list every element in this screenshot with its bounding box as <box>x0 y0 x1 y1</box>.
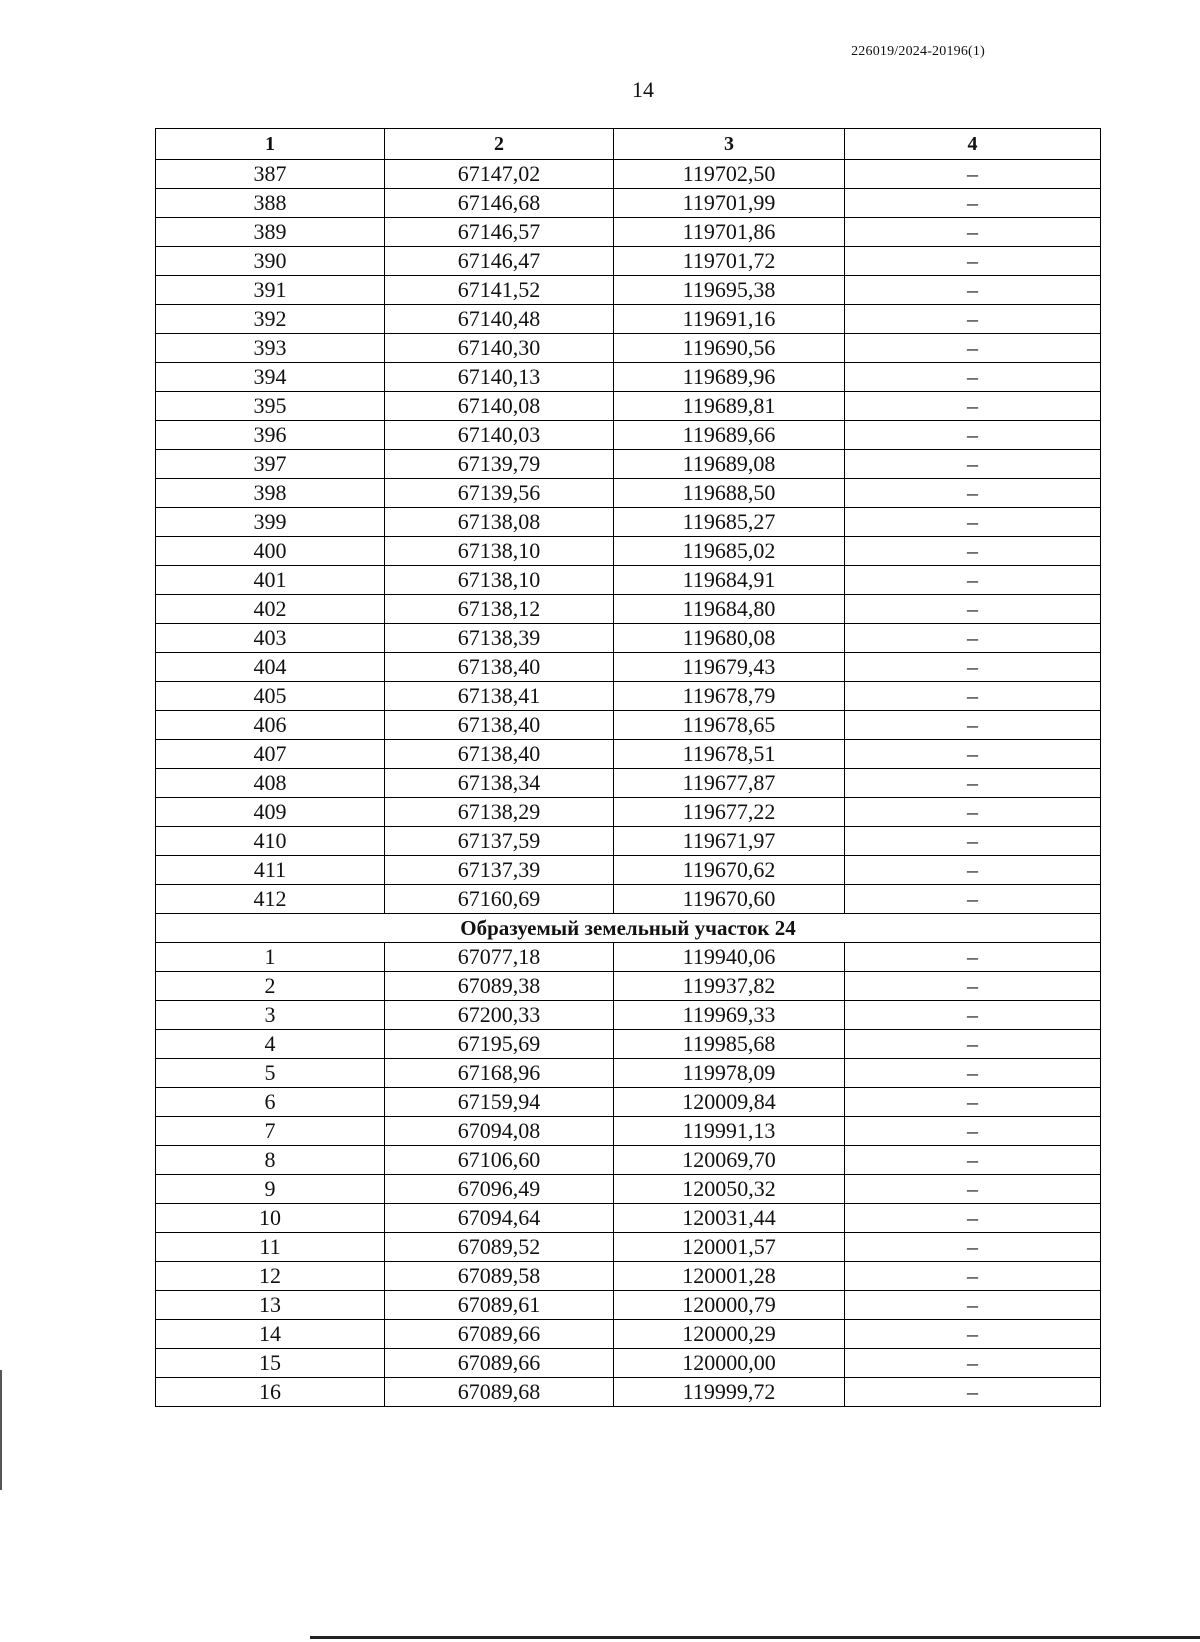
note-cell: – <box>845 1204 1101 1233</box>
table-row <box>156 1146 1101 1175</box>
x-coordinate-cell: 67089,52 <box>385 1233 614 1262</box>
table-row <box>156 624 1101 653</box>
note-cell: – <box>845 363 1101 392</box>
table-row <box>156 1320 1101 1349</box>
y-coordinate-cell: 119701,72 <box>614 247 845 276</box>
x-coordinate-cell: 67137,59 <box>385 827 614 856</box>
table-row <box>156 305 1101 334</box>
x-coordinate-cell: 67138,12 <box>385 595 614 624</box>
table-row <box>156 1175 1101 1204</box>
point-number-cell: 388 <box>156 189 385 218</box>
x-coordinate-cell: 67160,69 <box>385 885 614 914</box>
column-header: 3 <box>614 129 845 160</box>
x-coordinate-cell: 67159,94 <box>385 1088 614 1117</box>
y-coordinate-cell: 119985,68 <box>614 1030 845 1059</box>
x-coordinate-cell: 67138,40 <box>385 653 614 682</box>
point-number-cell: 1 <box>156 943 385 972</box>
point-number-cell: 12 <box>156 1262 385 1291</box>
point-number-cell: 402 <box>156 595 385 624</box>
table-row <box>156 160 1101 189</box>
y-coordinate-cell: 120000,79 <box>614 1291 845 1320</box>
note-cell: – <box>845 798 1101 827</box>
table-row <box>156 1117 1101 1146</box>
point-number-cell: 409 <box>156 798 385 827</box>
point-number-cell: 390 <box>156 247 385 276</box>
x-coordinate-cell: 67089,58 <box>385 1262 614 1291</box>
note-cell: – <box>845 189 1101 218</box>
x-coordinate-cell: 67089,68 <box>385 1378 614 1407</box>
y-coordinate-cell: 120000,29 <box>614 1320 845 1349</box>
table-row <box>156 769 1101 798</box>
note-cell: – <box>845 943 1101 972</box>
y-coordinate-cell: 119937,82 <box>614 972 845 1001</box>
left-scan-edge <box>0 1370 2 1490</box>
note-cell: – <box>845 885 1101 914</box>
table-row <box>156 276 1101 305</box>
column-header: 4 <box>845 129 1101 160</box>
note-cell: – <box>845 566 1101 595</box>
y-coordinate-cell: 119685,02 <box>614 537 845 566</box>
note-cell: – <box>845 1117 1101 1146</box>
table-row <box>156 218 1101 247</box>
point-number-cell: 412 <box>156 885 385 914</box>
note-cell: – <box>845 1175 1101 1204</box>
y-coordinate-cell: 119695,38 <box>614 276 845 305</box>
point-number-cell: 397 <box>156 450 385 479</box>
point-number-cell: 403 <box>156 624 385 653</box>
note-cell: – <box>845 508 1101 537</box>
note-cell: – <box>845 769 1101 798</box>
point-number-cell: 9 <box>156 1175 385 1204</box>
point-number-cell: 4 <box>156 1030 385 1059</box>
note-cell: – <box>845 334 1101 363</box>
y-coordinate-cell: 119991,13 <box>614 1117 845 1146</box>
x-coordinate-cell: 67094,64 <box>385 1204 614 1233</box>
table-row <box>156 363 1101 392</box>
table-row <box>156 1291 1101 1320</box>
x-coordinate-cell: 67140,13 <box>385 363 614 392</box>
y-coordinate-cell: 119978,09 <box>614 1059 845 1088</box>
point-number-cell: 7 <box>156 1117 385 1146</box>
y-coordinate-cell: 120069,70 <box>614 1146 845 1175</box>
note-cell: – <box>845 711 1101 740</box>
note-cell: – <box>845 624 1101 653</box>
note-cell: – <box>845 1320 1101 1349</box>
x-coordinate-cell: 67138,40 <box>385 740 614 769</box>
y-coordinate-cell: 119684,80 <box>614 595 845 624</box>
point-number-cell: 405 <box>156 682 385 711</box>
note-cell: – <box>845 653 1101 682</box>
y-coordinate-cell: 119701,99 <box>614 189 845 218</box>
y-coordinate-cell: 119688,50 <box>614 479 845 508</box>
point-number-cell: 408 <box>156 769 385 798</box>
x-coordinate-cell: 67140,48 <box>385 305 614 334</box>
point-number-cell: 394 <box>156 363 385 392</box>
table-row <box>156 1088 1101 1117</box>
note-cell: – <box>845 1291 1101 1320</box>
x-coordinate-cell: 67106,60 <box>385 1146 614 1175</box>
y-coordinate-cell: 119678,51 <box>614 740 845 769</box>
note-cell: – <box>845 682 1101 711</box>
column-header: 2 <box>385 129 614 160</box>
point-number-cell: 393 <box>156 334 385 363</box>
x-coordinate-cell: 67138,40 <box>385 711 614 740</box>
table-row <box>156 247 1101 276</box>
table-row <box>156 189 1101 218</box>
x-coordinate-cell: 67141,52 <box>385 276 614 305</box>
x-coordinate-cell: 67138,08 <box>385 508 614 537</box>
table-row <box>156 566 1101 595</box>
table-row <box>156 711 1101 740</box>
table-row <box>156 479 1101 508</box>
table-row <box>156 682 1101 711</box>
y-coordinate-cell: 119678,79 <box>614 682 845 711</box>
bottom-scan-rule <box>310 1636 1200 1639</box>
point-number-cell: 411 <box>156 856 385 885</box>
point-number-cell: 398 <box>156 479 385 508</box>
table-row <box>156 885 1101 914</box>
table-row <box>156 653 1101 682</box>
x-coordinate-cell: 67138,39 <box>385 624 614 653</box>
coordinates-table <box>155 128 1101 1407</box>
note-cell: – <box>845 276 1101 305</box>
point-number-cell: 14 <box>156 1320 385 1349</box>
y-coordinate-cell: 119969,33 <box>614 1001 845 1030</box>
table-row <box>156 943 1101 972</box>
table-row <box>156 508 1101 537</box>
section-header <box>156 914 1101 943</box>
point-number-cell: 406 <box>156 711 385 740</box>
x-coordinate-cell: 67138,34 <box>385 769 614 798</box>
point-number-cell: 6 <box>156 1088 385 1117</box>
point-number-cell: 410 <box>156 827 385 856</box>
y-coordinate-cell: 119702,50 <box>614 160 845 189</box>
note-cell: – <box>845 1001 1101 1030</box>
x-coordinate-cell: 67146,57 <box>385 218 614 247</box>
y-coordinate-cell: 119670,62 <box>614 856 845 885</box>
x-coordinate-cell: 67146,68 <box>385 189 614 218</box>
x-coordinate-cell: 67094,08 <box>385 1117 614 1146</box>
note-cell: – <box>845 972 1101 1001</box>
point-number-cell: 407 <box>156 740 385 769</box>
note-cell: – <box>845 827 1101 856</box>
y-coordinate-cell: 119689,96 <box>614 363 845 392</box>
note-cell: – <box>845 1059 1101 1088</box>
y-coordinate-cell: 119671,97 <box>614 827 845 856</box>
note-cell: – <box>845 421 1101 450</box>
table-row <box>156 856 1101 885</box>
note-cell: – <box>845 305 1101 334</box>
table-row <box>156 450 1101 479</box>
x-coordinate-cell: 67096,49 <box>385 1175 614 1204</box>
table-row <box>156 392 1101 421</box>
x-coordinate-cell: 67138,41 <box>385 682 614 711</box>
table-row <box>156 421 1101 450</box>
note-cell: – <box>845 1030 1101 1059</box>
table-body-top <box>156 160 1101 914</box>
x-coordinate-cell: 67140,03 <box>385 421 614 450</box>
x-coordinate-cell: 67146,47 <box>385 247 614 276</box>
note-cell: – <box>845 450 1101 479</box>
note-cell: – <box>845 740 1101 769</box>
x-coordinate-cell: 67139,79 <box>385 450 614 479</box>
point-number-cell: 401 <box>156 566 385 595</box>
note-cell: – <box>845 1233 1101 1262</box>
point-number-cell: 391 <box>156 276 385 305</box>
point-number-cell: 395 <box>156 392 385 421</box>
table-row <box>156 1349 1101 1378</box>
y-coordinate-cell: 119999,72 <box>614 1378 845 1407</box>
note-cell: – <box>845 247 1101 276</box>
y-coordinate-cell: 119689,81 <box>614 392 845 421</box>
note-cell: – <box>845 1146 1101 1175</box>
note-cell: – <box>845 1378 1101 1407</box>
x-coordinate-cell: 67195,69 <box>385 1030 614 1059</box>
note-cell: – <box>845 1262 1101 1291</box>
x-coordinate-cell: 67147,02 <box>385 160 614 189</box>
x-coordinate-cell: 67200,33 <box>385 1001 614 1030</box>
note-cell: – <box>845 479 1101 508</box>
y-coordinate-cell: 120050,32 <box>614 1175 845 1204</box>
x-coordinate-cell: 67089,66 <box>385 1320 614 1349</box>
table-row <box>156 1262 1101 1291</box>
x-coordinate-cell: 67089,61 <box>385 1291 614 1320</box>
note-cell: – <box>845 537 1101 566</box>
x-coordinate-cell: 67138,10 <box>385 566 614 595</box>
y-coordinate-cell: 119670,60 <box>614 885 845 914</box>
y-coordinate-cell: 119677,22 <box>614 798 845 827</box>
note-cell: – <box>845 392 1101 421</box>
y-coordinate-cell: 119691,16 <box>614 305 845 334</box>
y-coordinate-cell: 119701,86 <box>614 218 845 247</box>
y-coordinate-cell: 119689,08 <box>614 450 845 479</box>
note-cell: – <box>845 160 1101 189</box>
y-coordinate-cell: 119680,08 <box>614 624 845 653</box>
note-cell: – <box>845 1349 1101 1378</box>
page-number: 14 <box>632 77 654 102</box>
point-number-cell: 389 <box>156 218 385 247</box>
y-coordinate-cell: 119690,56 <box>614 334 845 363</box>
table-row <box>156 827 1101 856</box>
section-title: Образуемый земельный участок 24 <box>156 914 1101 943</box>
x-coordinate-cell: 67140,30 <box>385 334 614 363</box>
x-coordinate-cell: 67168,96 <box>385 1059 614 1088</box>
table-row <box>156 595 1101 624</box>
point-number-cell: 2 <box>156 972 385 1001</box>
y-coordinate-cell: 120009,84 <box>614 1088 845 1117</box>
y-coordinate-cell: 120000,00 <box>614 1349 845 1378</box>
note-cell: – <box>845 595 1101 624</box>
y-coordinate-cell: 120001,57 <box>614 1233 845 1262</box>
note-cell: – <box>845 856 1101 885</box>
point-number-cell: 8 <box>156 1146 385 1175</box>
table-header-row <box>156 129 1101 160</box>
y-coordinate-cell: 120031,44 <box>614 1204 845 1233</box>
y-coordinate-cell: 120001,28 <box>614 1262 845 1291</box>
point-number-cell: 399 <box>156 508 385 537</box>
section-row <box>156 914 1101 943</box>
point-number-cell: 11 <box>156 1233 385 1262</box>
x-coordinate-cell: 67140,08 <box>385 392 614 421</box>
point-number-cell: 16 <box>156 1378 385 1407</box>
column-header: 1 <box>156 129 385 160</box>
table-row <box>156 740 1101 769</box>
note-cell: – <box>845 218 1101 247</box>
x-coordinate-cell: 67138,10 <box>385 537 614 566</box>
y-coordinate-cell: 119678,65 <box>614 711 845 740</box>
y-coordinate-cell: 119679,43 <box>614 653 845 682</box>
table-row <box>156 1233 1101 1262</box>
note-cell: – <box>845 1088 1101 1117</box>
point-number-cell: 15 <box>156 1349 385 1378</box>
point-number-cell: 5 <box>156 1059 385 1088</box>
y-coordinate-cell: 119685,27 <box>614 508 845 537</box>
y-coordinate-cell: 119684,91 <box>614 566 845 595</box>
table-body-section <box>156 943 1101 1407</box>
table-row <box>156 1378 1101 1407</box>
point-number-cell: 13 <box>156 1291 385 1320</box>
x-coordinate-cell: 67089,66 <box>385 1349 614 1378</box>
table-row <box>156 798 1101 827</box>
table-row <box>156 1059 1101 1088</box>
point-number-cell: 400 <box>156 537 385 566</box>
table-row <box>156 1204 1101 1233</box>
y-coordinate-cell: 119940,06 <box>614 943 845 972</box>
point-number-cell: 3 <box>156 1001 385 1030</box>
point-number-cell: 387 <box>156 160 385 189</box>
point-number-cell: 396 <box>156 421 385 450</box>
x-coordinate-cell: 67139,56 <box>385 479 614 508</box>
x-coordinate-cell: 67138,29 <box>385 798 614 827</box>
x-coordinate-cell: 67077,18 <box>385 943 614 972</box>
table-row <box>156 1001 1101 1030</box>
table-row <box>156 972 1101 1001</box>
x-coordinate-cell: 67089,38 <box>385 972 614 1001</box>
table-row <box>156 1030 1101 1059</box>
table-row <box>156 334 1101 363</box>
table-row <box>156 537 1101 566</box>
y-coordinate-cell: 119677,87 <box>614 769 845 798</box>
document-number: 226019/2024-20196(1) <box>851 44 985 59</box>
point-number-cell: 404 <box>156 653 385 682</box>
y-coordinate-cell: 119689,66 <box>614 421 845 450</box>
x-coordinate-cell: 67137,39 <box>385 856 614 885</box>
point-number-cell: 392 <box>156 305 385 334</box>
point-number-cell: 10 <box>156 1204 385 1233</box>
